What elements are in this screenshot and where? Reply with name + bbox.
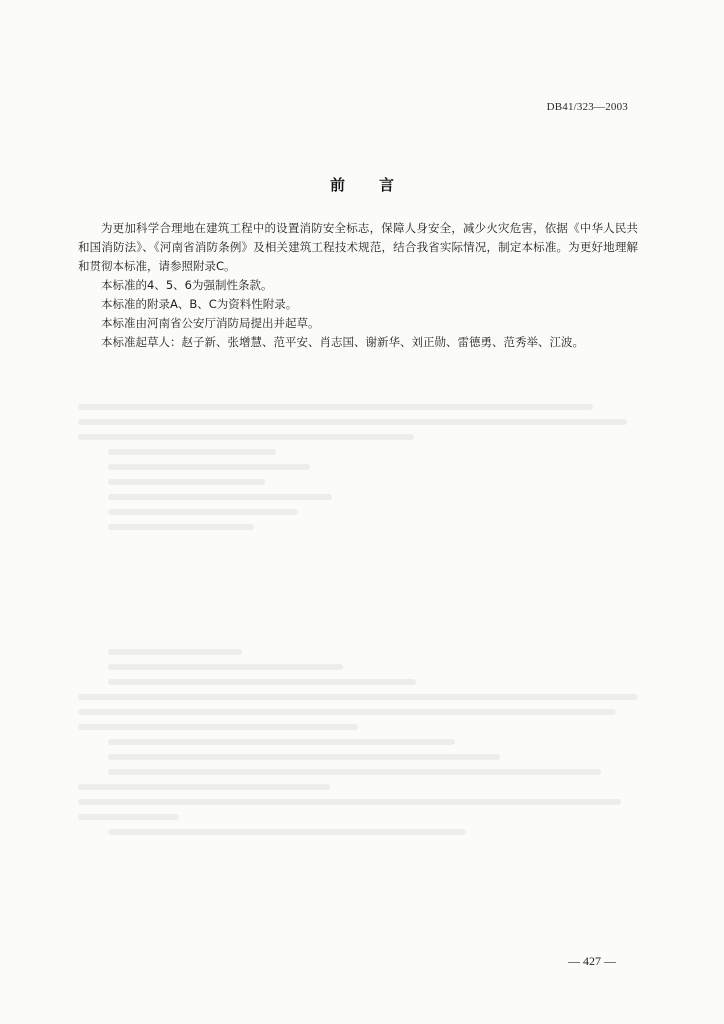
document-code: DB41/323—2003 — [546, 101, 628, 113]
show-through-line — [78, 434, 414, 440]
show-through-line — [108, 479, 265, 485]
paragraph-proposer: 本标准由河南省公安厅消防局提出并起草。 — [101, 316, 320, 330]
show-through-line — [108, 829, 466, 835]
show-through-line — [78, 784, 330, 790]
show-through-line — [108, 769, 601, 775]
paragraph-drafters: 本标准起草人：赵子新、张增慧、范平安、肖志国、谢新华、刘正勋、雷德勇、范秀举、江波。 — [101, 335, 584, 349]
show-through-line — [78, 814, 179, 820]
show-through-line — [108, 754, 500, 760]
show-through-line — [108, 524, 254, 530]
show-through-line — [108, 464, 310, 470]
show-through-line — [108, 509, 298, 515]
paragraph-appendices: 本标准的附录A、B、C为资料性附录。 — [101, 297, 298, 311]
show-through-line — [78, 709, 616, 715]
show-through-line — [108, 679, 416, 685]
section-title: 前言 — [329, 176, 428, 194]
preface-body — [78, 219, 638, 352]
show-through-block-1 — [78, 395, 638, 539]
paragraph-mandatory-clauses: 本标准的4、5、6为强制性条款。 — [101, 278, 273, 292]
show-through-line — [78, 724, 358, 730]
page-number: — 427 — — [568, 954, 616, 968]
show-through-line — [108, 664, 343, 670]
show-through-line — [78, 799, 621, 805]
show-through-line — [108, 739, 455, 745]
show-through-line — [108, 449, 276, 455]
show-through-line — [108, 494, 332, 500]
show-through-line — [108, 649, 242, 655]
paragraph-purpose: 为更加科学合理地在建筑工程中的设置消防安全标志，保障人身安全，减少火灾危害，依据《中华人民共和国消防法》、《河南省消防条例》及相关建筑工程技术规范，结合我省实际情况，制定本标准。为更好地理解和贯彻本标准，请参照附录C。 — [78, 221, 638, 273]
show-through-block-2 — [78, 640, 638, 844]
show-through-line — [78, 419, 627, 425]
show-through-line — [78, 694, 638, 700]
show-through-line — [78, 404, 593, 410]
